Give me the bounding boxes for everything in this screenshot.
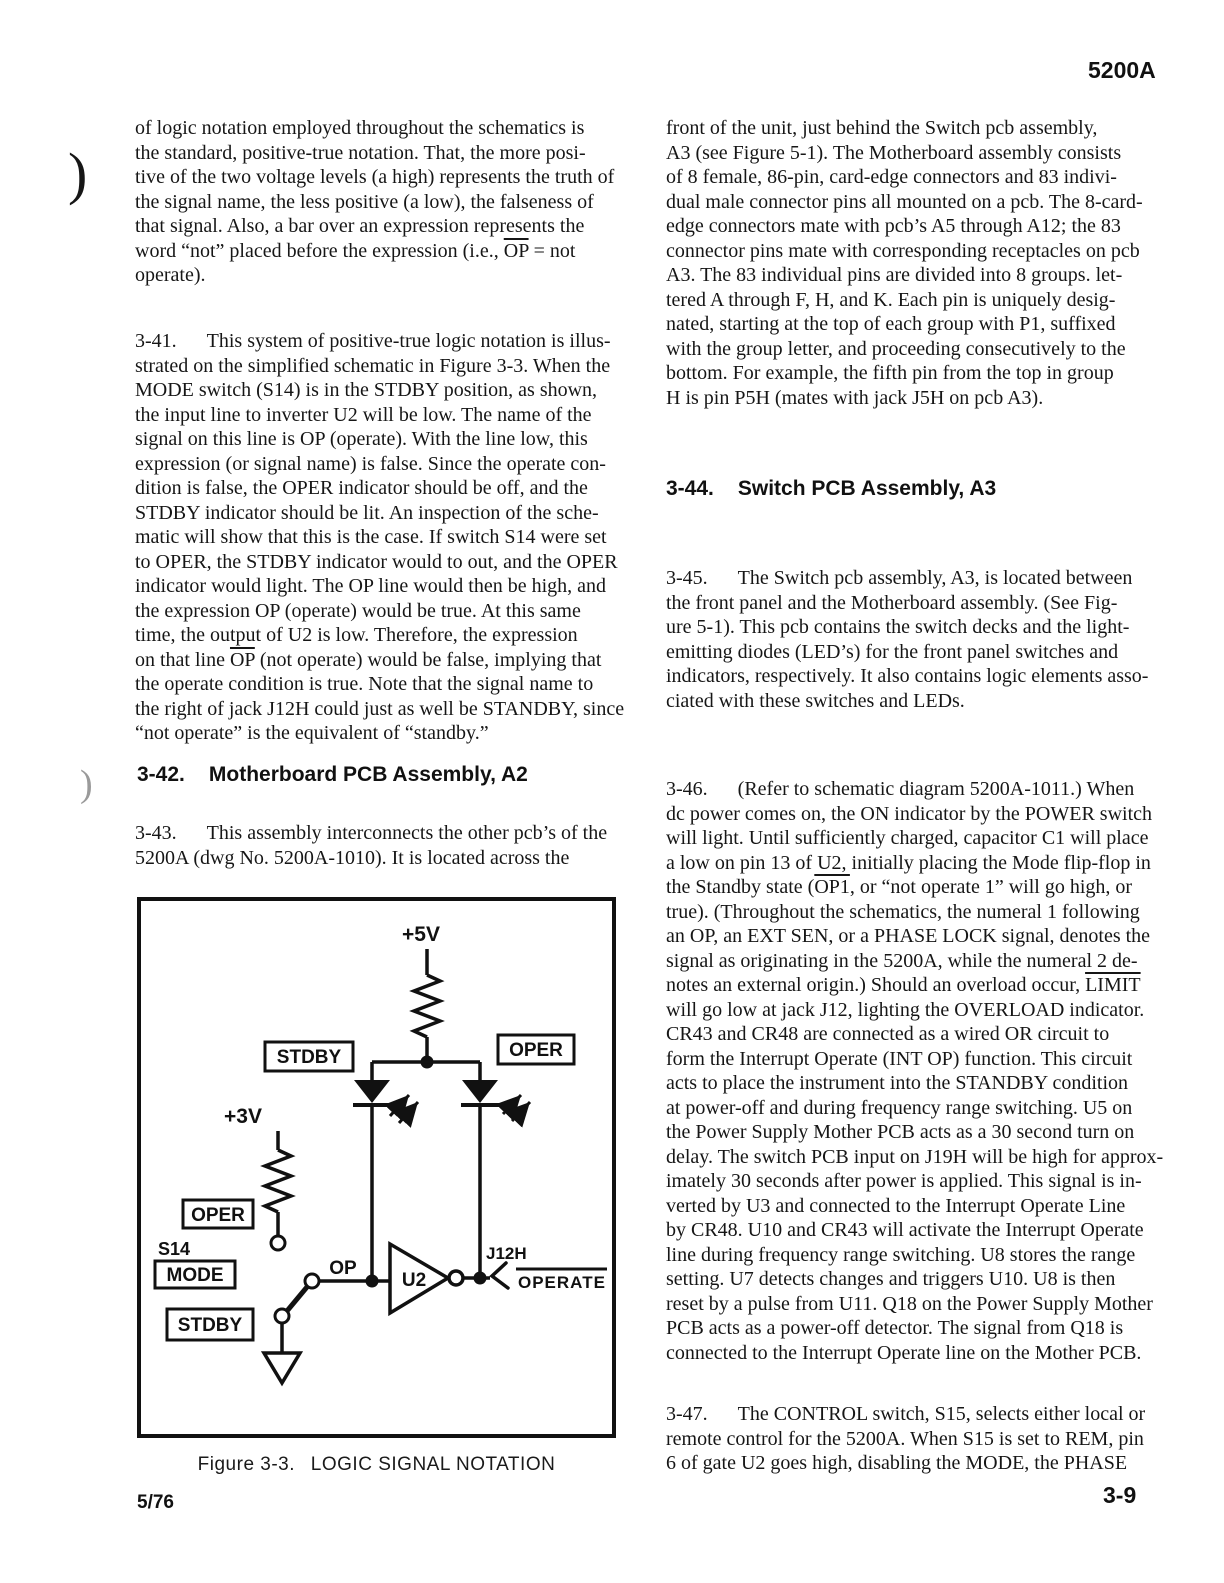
text-line: the input line to inverter U2 will be low. The name of the — [135, 403, 592, 426]
led-stdby-symbol — [354, 1080, 390, 1103]
text-line: A3 (see Figure 5-1). The Motherboard assembly consists — [666, 141, 1122, 164]
resistor-symbol — [265, 1150, 291, 1212]
text-line: tive of the two voltage levels (a high) represents the truth of — [135, 166, 615, 188]
text-line: reset by a pulse from U11. Q18 on the Power Supply Mother — [666, 1292, 1153, 1315]
text-line: MODE switch (S14) is in the STDBY position, as shown, — [135, 379, 598, 401]
text-line: emitting diodes (LED’s) for the front panel switches and — [666, 640, 1119, 663]
page-header-model: 5200A — [1088, 57, 1156, 83]
label-op-signal: OP — [329, 1258, 357, 1279]
text-line: indicators, respectively. It also contains logic elements asso- — [666, 665, 1149, 687]
figure-caption: Figure 3-3. LOGIC SIGNAL NOTATION — [197, 1454, 556, 1475]
page-footer-date: 5/76 — [137, 1492, 174, 1513]
text-line: remote control for the 5200A. When S15 is set to REM, pin — [666, 1427, 1144, 1450]
label-mode: MODE — [166, 1265, 224, 1286]
inverter-bubble — [449, 1271, 463, 1285]
text-line: dual male connector pins all mounted on a pcb. The 8-card- — [666, 190, 1143, 213]
section-heading-3-42 — [137, 763, 528, 787]
switch-contact-stdby — [275, 1309, 289, 1323]
text-line: ciated with these switches and LEDs. — [666, 689, 965, 712]
label-u2: U2 — [401, 1270, 427, 1291]
switch-pole — [305, 1274, 319, 1288]
junction-dot — [366, 1275, 379, 1288]
text-line: 3-47. The CONTROL switch, S15, selects either local or — [666, 1403, 1146, 1425]
text-line: the front panel and the Motherboard assembly. (See Fig- — [666, 591, 1118, 614]
text-line: at power-off and during frequency range switching. U5 on — [666, 1096, 1133, 1119]
text-line: signal on this line is OP (operate). With the line low, this — [135, 428, 588, 450]
paragraph-3-47 — [666, 1402, 1146, 1476]
text-line: CR43 and CR48 are connected as a wired OR circuit to — [666, 1023, 1110, 1045]
text-line: imately 30 seconds after power is applied. This signal is in- — [666, 1170, 1142, 1192]
text-line: dc power comes on, the ON indicator by the POWER switch — [666, 802, 1153, 825]
text-line: H is pin P5H (mates with jack J5H on pcb A3). — [666, 386, 1044, 409]
text-line: nated, starting at the top of each group with P1, suffixed — [666, 313, 1116, 335]
jack-j12h-symbol — [492, 1263, 508, 1288]
text-line: “not operate” is the equivalent of “standby.” — [135, 722, 489, 744]
text-line: the Standby state (OP1, or “not operate 1” will go high, or — [666, 876, 1133, 898]
figure-border — [139, 899, 614, 1436]
text-line: 5200A (dwg No. 5200A-1010). It is located across the — [135, 846, 570, 869]
figure-3-3-schematic — [137, 897, 616, 1438]
text-line: will light. Until sufficiently charged, capacitor C1 will place — [666, 827, 1149, 849]
label-oper-indicator: OPER — [509, 1040, 563, 1061]
text-line: word “not” placed before the expression (i.e., $\overline{OP}$ = not — [135, 239, 576, 262]
logic-signal-notation-diagram — [137, 897, 616, 1438]
text-line: the expression OP (operate) would be true. At this same — [135, 599, 581, 622]
text-line: strated on the simplified schematic in Figure 3-3. When the — [135, 354, 611, 377]
switch-contact-oper — [271, 1236, 285, 1250]
text-line: signal as originating in the 5200A, while the numeral 2 de- — [666, 949, 1138, 972]
text-line: bottom. For example, the fifth pin from the top in group — [666, 362, 1114, 384]
page-number: 3-9 — [1103, 1482, 1137, 1508]
text-line: 6 of gate U2 goes high, disabling the MODE, the PHASE — [666, 1452, 1128, 1474]
switch-arm-s14 — [287, 1287, 307, 1311]
junction-dot — [474, 1272, 487, 1285]
text-line: of logic notation employed throughout the schematics is — [135, 117, 585, 139]
led-light-arrow-icon — [399, 1102, 418, 1123]
paragraph-intro — [135, 116, 618, 288]
text-line: connected to the Interrupt Operate line on the Mother PCB. — [666, 1341, 1142, 1364]
text-line: of 8 female, 86-pin, card-edge connectors and 83 indivi- — [666, 166, 1117, 188]
text-line: delay. The switch PCB input on J19H will be high for approx- — [666, 1145, 1164, 1168]
text-line: 3-46. (Refer to schematic diagram 5200A-1011.) When — [666, 778, 1135, 800]
text-line: on that line $\overline{OP}$ (not operate) would be false, implying that — [135, 648, 602, 671]
led-oper-symbol — [462, 1080, 498, 1103]
section-number: 3-42. — [137, 763, 185, 786]
text-line: 3-41. This system of positive-true logic notation is illus- — [135, 330, 611, 352]
text-line: with the group letter, and proceeding consecutively to the — [666, 337, 1126, 360]
text-line: that signal. Also, a bar over an expression represents the — [135, 215, 585, 237]
text-line: A3. The 83 individual pins are divided into 8 groups. let- — [666, 264, 1123, 286]
led-light-arrow-icon — [390, 1095, 409, 1116]
section-title: Switch PCB Assembly, A3 — [737, 477, 997, 500]
text-line: the standard, positive-true notation. That, the more posi- — [135, 141, 586, 164]
text-line: form the Interrupt Operate (INT OP) function. This circuit — [666, 1047, 1133, 1070]
text-line: connector pins mate with corresponding receptacles on pcb — [666, 239, 1140, 262]
label-not-operate-signal: OPERATE — [518, 1273, 606, 1292]
text-line: notes an external origin.) Should an overload occur, LIMIT — [666, 974, 1141, 996]
text-line: operate). — [135, 264, 206, 286]
label-oper-position: OPER — [191, 1205, 245, 1226]
text-line: front of the unit, just behind the Switch pcb assembly, — [666, 117, 1098, 139]
label-j12h: J12H — [486, 1244, 527, 1263]
text-line: the operate condition is true. Note that the signal name to — [135, 673, 594, 695]
led-light-arrow-icon — [503, 1095, 521, 1114]
text-line: dition is false, the OPER indicator should be off, and the — [135, 477, 588, 499]
text-line: to OPER, the STDBY indicator would to out, and the OPER — [135, 550, 618, 573]
text-line: 3-45. The Switch pcb assembly, A3, is located between — [666, 567, 1133, 589]
text-line: a low on pin 13 of U2, initially placing the Mode flip-flop in — [666, 851, 1151, 874]
label-plus5v: +5V — [402, 923, 440, 946]
ground-symbol — [264, 1353, 300, 1383]
led-light-arrow-icon — [512, 1102, 530, 1121]
text-line: by CR48. U10 and CR43 will activate the Interrupt Operate — [666, 1219, 1144, 1241]
text-line: true). (Throughout the schematics, the numeral 1 following — [666, 900, 1140, 923]
label-s14: S14 — [158, 1239, 191, 1259]
text-line: STDBY indicator should be lit. An inspection of the sche- — [135, 501, 599, 524]
text-line: expression (or signal name) is false. Since the operate con- — [135, 452, 606, 475]
section-heading-3-44 — [666, 477, 996, 501]
text-line: acts to place the instrument into the STANDBY condition — [666, 1072, 1129, 1094]
paragraph-3-43-continued — [666, 116, 1143, 410]
text-line: indicator would light. The OP line would then be high, and — [135, 575, 607, 597]
text-line: PCB acts as a power-off detector. The signal from Q18 is — [666, 1317, 1124, 1339]
text-line: the right of jack J12H could just as well be STANDBY, since — [135, 697, 625, 720]
label-plus3v: +3V — [224, 1105, 262, 1128]
paragraph-3-46 — [666, 777, 1164, 1365]
scan-artifact-paren: ) — [68, 141, 88, 206]
text-line: tered A through F, H, and K. Each pin is uniquely desig- — [666, 288, 1116, 311]
paragraph-3-45 — [666, 566, 1149, 713]
paragraph-3-41 — [135, 329, 625, 746]
text-line: the signal name, the less positive (a low), the falseness of — [135, 190, 594, 213]
scan-artifact-paren: ) — [80, 763, 93, 805]
section-number: 3-44. — [666, 477, 714, 500]
text-line: verted by U3 and connected to the Interrupt Operate Line — [666, 1194, 1126, 1217]
label-stdby-indicator: STDBY — [276, 1047, 342, 1068]
text-line: 3-43. This assembly interconnects the other pcb’s of the — [135, 822, 608, 844]
resistor-symbol — [414, 975, 440, 1037]
text-line: setting. U7 detects changes and triggers U10. U8 is then — [666, 1268, 1116, 1290]
label-stdby-position: STDBY — [177, 1315, 243, 1336]
text-line: edge connectors mate with pcb’s A5 through A12; the 83 — [666, 215, 1121, 237]
text-line: line during frequency range switching. U8 stores the range — [666, 1243, 1136, 1266]
section-title: Motherboard PCB Assembly, A2 — [208, 763, 528, 786]
text-line: the Power Supply Mother PCB acts as a 30 second turn on — [666, 1121, 1135, 1143]
text-line: will go low at jack J12, lighting the OVERLOAD indicator. — [666, 998, 1145, 1021]
text-line: ure 5-1). This pcb contains the switch decks and the light- — [666, 616, 1130, 638]
text-line: matic will show that this is the case. If switch S14 were set — [135, 526, 607, 548]
text-line: time, the output of U2 is low. Therefore, the expression — [135, 624, 578, 646]
paragraph-3-43 — [135, 821, 618, 870]
text-line: an OP, an EXT SEN, or a PHASE LOCK signal, denotes the — [666, 925, 1151, 947]
